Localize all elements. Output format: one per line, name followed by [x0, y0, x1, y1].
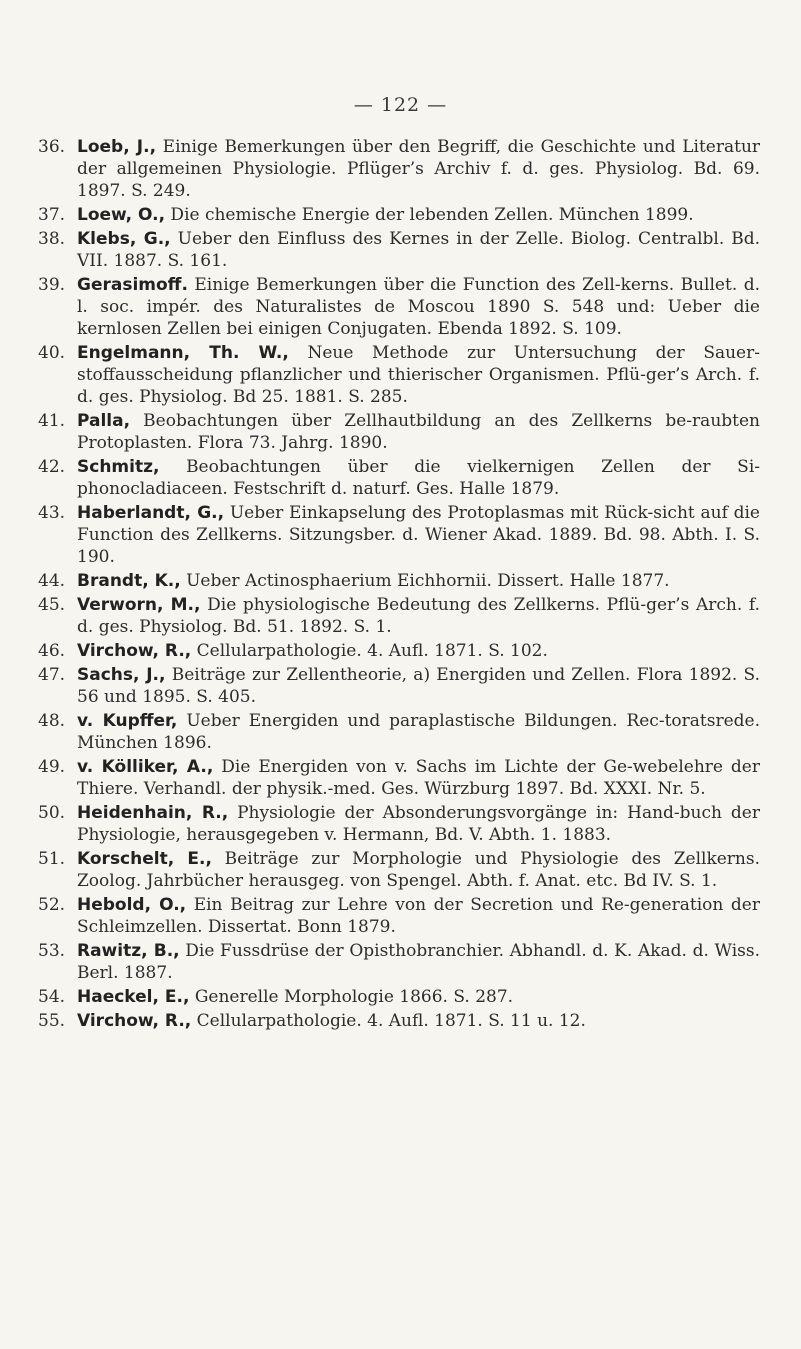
reference-text: Einige Bemerkungen über den Begriff, die Geschichte und Literatur der allgemeinen Physiologie. Pflüger’s Archiv f. d. ges. Physiolog. Bd. 69. 1897. S. 249.	[77, 137, 761, 201]
reference-text: Beobachtungen über die vielkernigen Zellen der Si-phonocladiaceen. Festschrift d. naturf. Ges. Halle 1879.	[77, 457, 760, 499]
reference-item	[38, 570, 760, 592]
reference-author: v. Kölliker, A.,	[77, 757, 214, 777]
reference-item	[38, 410, 760, 454]
reference-author: Rawitz, B.,	[77, 941, 180, 961]
reference-item	[38, 204, 760, 226]
reference-number: 43.	[38, 503, 66, 523]
reference-text: Cellularpathologie. 4. Aufl. 1871. S. 11 u. 12.	[191, 1011, 586, 1031]
reference-number: 48.	[38, 711, 66, 731]
reference-text: Die Fussdrüse der Opisthobranchier. Abhandl. d. K. Akad. d. Wiss. Berl. 1887.	[77, 941, 760, 983]
reference-text: Physiologie der Absonderungsvorgänge in: Hand-buch der Physiologie, herausgegeben v. Hermann, Bd. V. Abth. 1. 1883.	[77, 803, 760, 845]
reference-item	[38, 664, 760, 708]
reference-text: Ueber Einkapselung des Protoplasmas mit Rück-sicht auf die Function des Zellkerns. Sitzungsber. d. Wiener Akad. 1889. Bd. 98. Abth. I. S. 190.	[77, 503, 760, 567]
reference-number: 46.	[38, 641, 66, 661]
reference-item	[38, 710, 760, 754]
reference-author: Korschelt, E.,	[77, 849, 212, 869]
reference-number: 50.	[38, 803, 66, 823]
reference-number: 36.	[38, 137, 66, 157]
reference-item	[38, 502, 760, 568]
reference-item	[38, 594, 760, 638]
reference-text: Cellularpathologie. 4. Aufl. 1871. S. 102.	[191, 641, 548, 661]
reference-author: Verworn, M.,	[77, 595, 201, 615]
reference-number: 39.	[38, 275, 66, 295]
reference-item	[38, 802, 760, 846]
reference-author: Brandt, K.,	[77, 571, 181, 591]
reference-number: 55.	[38, 1011, 66, 1031]
reference-number: 42.	[38, 457, 66, 477]
reference-author: Schmitz,	[77, 457, 160, 477]
reference-author: Haeckel, E.,	[77, 987, 190, 1007]
reference-item	[38, 640, 760, 662]
reference-text: Beobachtungen über Zellhautbildung an des Zellkerns be-raubten Protoplasten. Flora 73. Jahrg. 1890.	[77, 411, 760, 453]
reference-item	[38, 136, 760, 202]
reference-item	[38, 848, 760, 892]
reference-text: Neue Methode zur Untersuchung der Sauer-stoffausscheidung pflanzlicher und thierischer Organismen. Pflü-ger’s Arch. f. d. ges. Physiolog. Bd 25. 1881. S. 285.	[77, 343, 760, 407]
reference-number: 41.	[38, 411, 66, 431]
reference-number: 38.	[38, 229, 66, 249]
reference-text: Beiträge zur Zellentheorie, a) Energiden und Zellen. Flora 1892. S. 56 und 1895. S. 405.	[77, 665, 760, 707]
reference-item	[38, 756, 760, 800]
reference-text: Beiträge zur Morphologie und Physiologie des Zellkerns. Zoolog. Jahrbücher herausgeg. von Spengel. Abth. f. Anat. etc. Bd IV. S. 1.	[77, 849, 761, 891]
reference-number: 45.	[38, 595, 66, 615]
reference-number: 40.	[38, 343, 66, 363]
reference-text: Die Energiden von v. Sachs im Lichte der Ge-webelehre der Thiere. Verhandl. der physik.-med. Ges. Würzburg 1897. Bd. XXXI. Nr. 5.	[77, 757, 760, 799]
reference-author: Virchow, R.,	[77, 641, 192, 661]
reference-item	[38, 228, 760, 272]
reference-author: Heidenhain, R.,	[77, 803, 229, 823]
reference-text: Die chemische Energie der lebenden Zellen. München 1899.	[165, 205, 694, 225]
reference-item	[38, 986, 760, 1008]
reference-item	[38, 342, 760, 408]
reference-item	[38, 456, 760, 500]
reference-author: Virchow, R.,	[77, 1011, 192, 1031]
reference-number: 51.	[38, 849, 66, 869]
reference-text: Die physiologische Bedeutung des Zellkerns. Pflü-ger’s Arch. f. d. ges. Physiolog. Bd. 51. 1892. S. 1.	[77, 595, 760, 637]
page-number: — 122 —	[353, 94, 448, 116]
reference-author: Sachs, J.,	[77, 665, 166, 685]
reference-author: Loew, O.,	[77, 205, 166, 225]
reference-item	[38, 894, 760, 938]
reference-item	[38, 274, 760, 340]
reference-number: 47.	[38, 665, 66, 685]
reference-author: Palla,	[77, 411, 131, 431]
reference-text: Generelle Morphologie 1866. S. 287.	[189, 987, 514, 1007]
reference-text: Einige Bemerkungen über die Function des Zell-kerns. Bullet. d. l. soc. impér. des Naturalistes de Moscou 1890 S. 548 und: Ueber die kernlosen Zellen bei einigen Conjugaten. Ebenda 1892. S. 109.	[77, 275, 760, 339]
reference-list	[38, 136, 760, 1034]
reference-number: 37.	[38, 205, 66, 225]
reference-author: Hebold, O.,	[77, 895, 187, 915]
reference-text: Ueber Actinosphaerium Eichhornii. Dissert. Halle 1877.	[180, 571, 670, 591]
reference-number: 52.	[38, 895, 66, 915]
reference-author: Haberlandt, G.,	[77, 503, 225, 523]
reference-author: v. Kupffer,	[77, 711, 178, 731]
reference-number: 54.	[38, 987, 66, 1007]
reference-text: Ueber Energiden und paraplastische Bildungen. Rec-toratsrede. München 1896.	[77, 711, 760, 753]
reference-author: Loeb, J.,	[77, 137, 157, 157]
reference-text: Ein Beitrag zur Lehre von der Secretion und Re-generation der Schleimzellen. Dissertat. Bonn 1879.	[77, 895, 760, 937]
reference-author: Gerasimoff.	[77, 275, 188, 295]
reference-item	[38, 1010, 760, 1032]
reference-number: 53.	[38, 941, 66, 961]
reference-number: 44.	[38, 571, 66, 591]
reference-text: Ueber den Einfluss des Kernes in der Zelle. Biolog. Centralbl. Bd. VII. 1887. S. 161.	[77, 229, 760, 271]
reference-author: Engelmann, Th. W.,	[77, 343, 289, 363]
reference-number: 49.	[38, 757, 66, 777]
reference-item	[38, 940, 760, 984]
reference-author: Klebs, G.,	[77, 229, 171, 249]
